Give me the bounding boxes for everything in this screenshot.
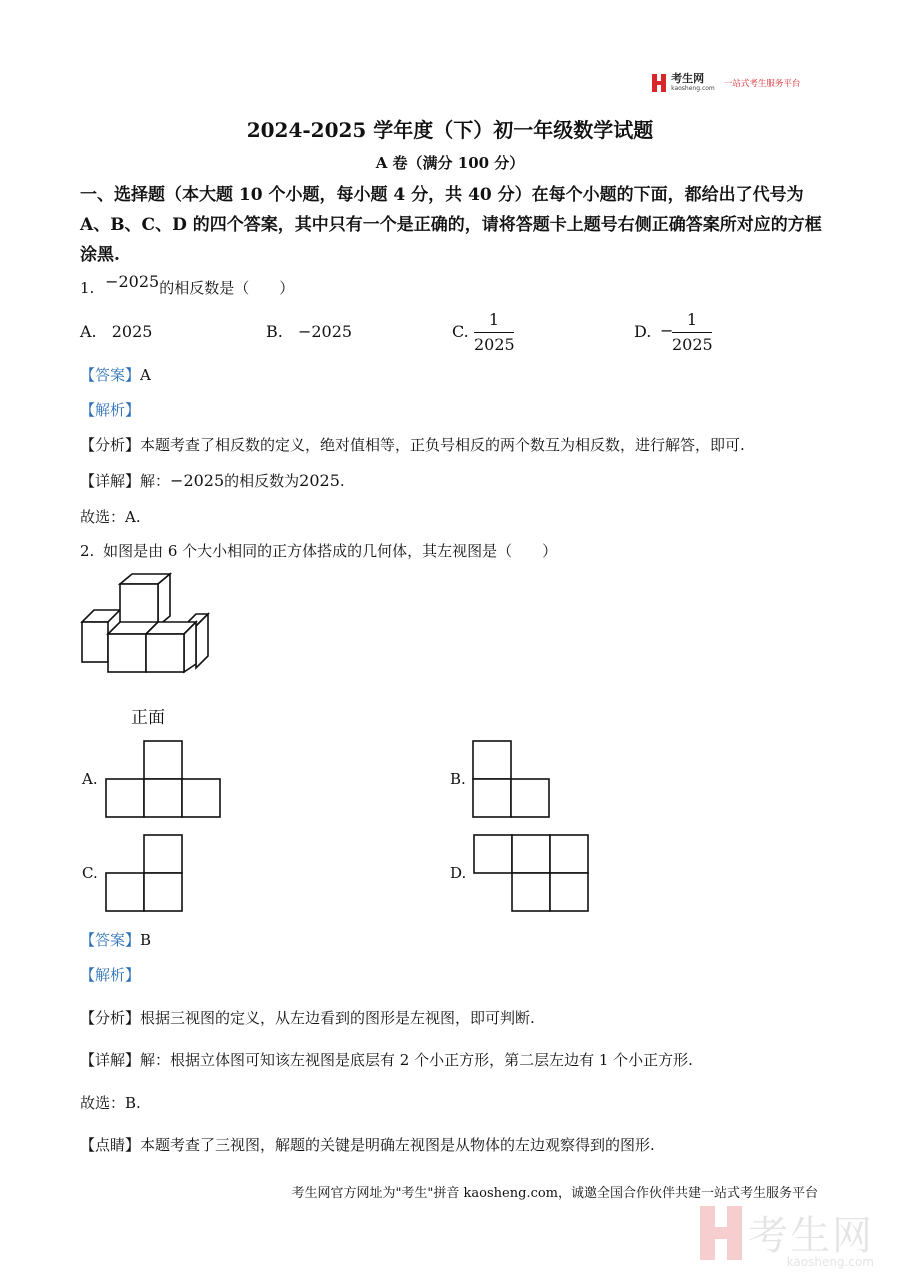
logo-text	[671, 73, 715, 92]
q1-stem	[80, 272, 295, 298]
q2-option-c-label: C.	[82, 864, 98, 882]
q1-xiangjie-pre: 解：	[140, 472, 171, 490]
q2-fenxi-text: 根据三视图的定义，从左边看到的图形是左视图，即可判断.	[140, 1009, 535, 1027]
logo-name: 考生网	[671, 72, 705, 85]
q1-option-c-numerator: 1	[488, 310, 500, 329]
footer-note: 考生网官方网址为"考生"拼音 kaosheng.com，诚邀全国合作伙伴共建一站式考生服务平台	[291, 1186, 818, 1201]
q2-dianjing-label: 【点睛】	[80, 1136, 141, 1154]
q2-answer-label: 【答案】	[80, 931, 141, 949]
front-label: 正面	[131, 708, 165, 728]
cube-solid-figure	[78, 572, 218, 678]
q2-stem	[80, 540, 557, 561]
q1-option-a-label: A.	[80, 322, 97, 341]
q2-xiangjie-label: 【详解】	[80, 1051, 141, 1069]
q1-xiangjie-expr1: −2025	[170, 471, 225, 490]
q2-option-c-figure	[104, 834, 186, 914]
q2-option-d-label: D.	[450, 864, 467, 882]
q1-option-a-value: 2025	[111, 322, 153, 341]
watermark-domain: kaosheng.com	[786, 1255, 874, 1269]
q1-option-c-label: C.	[452, 322, 469, 341]
section-heading: 一、选择题（本大题 10 个小题，每小题 4 分，共 40 分）在每个小题的下面，都给出了代号为 A、B、C、D 的四个答案，其中只有一个是正确的，请将答题卡上题号右侧正确答案所对应的方框涂黑.	[80, 185, 822, 265]
watermark	[699, 1204, 874, 1269]
q2-fenxi-label: 【分析】	[80, 1009, 141, 1027]
logo-slogan: 一站式考生服务平台	[723, 78, 801, 89]
logo-domain: kaosheng.com	[671, 85, 715, 92]
q1-answer-label: 【答案】	[80, 366, 141, 384]
q1-xiangjie	[80, 470, 345, 491]
q1-option-b-value: −2025	[297, 322, 353, 341]
q1-xiangjie-end: .	[339, 472, 345, 490]
brand-logo	[652, 72, 800, 92]
q1-option-c-denominator: 2025	[474, 335, 515, 354]
q2-answer-value: B	[140, 931, 152, 949]
q1-fenxi-label: 【分析】	[80, 436, 141, 454]
q2-option-d-figure	[472, 834, 590, 913]
q2-option-a-figure	[104, 740, 222, 819]
q1-choose: 故选：A.	[80, 508, 141, 526]
q1-expr: −2025	[105, 272, 160, 291]
q1-option-d-numerator: 1	[686, 310, 698, 329]
q2-xiangjie	[80, 1049, 693, 1070]
q2-option-b-figure	[472, 740, 552, 819]
q1-option-d-denominator: 2025	[672, 335, 713, 354]
q2-option-a-label: A.	[82, 770, 98, 788]
kaosheng-logo-icon	[652, 74, 666, 92]
q2-xiangjie-text: 解：根据立体图可知该左视图是底层有 2 个小正方形，第二层左边有 1 个小正方形.	[140, 1051, 693, 1069]
q1-xiangjie-mid: 的相反数为	[224, 472, 300, 490]
q1-answer	[80, 364, 151, 385]
q1-fenxi	[80, 434, 745, 455]
q1-option-d-label: D.	[634, 322, 652, 341]
q1-analysis-label: 【解析】	[80, 401, 141, 419]
q2-answer	[80, 929, 151, 950]
q2-number: 2.	[80, 542, 95, 560]
q2-stem-text: 如图是由 6 个大小相同的正方体搭成的几何体，其左视图是（ ）	[103, 542, 558, 560]
q2-choose: 故选：B.	[80, 1094, 141, 1112]
q2-dianjing	[80, 1134, 655, 1155]
q1-fenxi-text: 本题考查了相反数的定义，绝对值相等，正负号相反的两个数互为相反数，进行解答，即可.	[140, 436, 745, 454]
q2-option-b-label: B.	[450, 770, 466, 788]
q2-analysis-label: 【解析】	[80, 966, 141, 984]
q1-option-a	[80, 322, 152, 341]
q1-xiangjie-label: 【详解】	[80, 472, 141, 490]
watermark-logo-icon	[699, 1206, 743, 1260]
q1-option-b-label: B.	[266, 322, 283, 341]
page-title: 2024-2025 学年度（下）初一年级数学试题	[246, 118, 654, 142]
q1-answer-value: A	[140, 366, 151, 384]
q1-option-d-fraction	[672, 310, 712, 354]
q2-dianjing-text: 本题考查了三视图，解题的关键是明确左视图是从物体的左边观察得到的图形.	[140, 1136, 655, 1154]
q1-option-d-sign: −	[660, 321, 674, 340]
q1-option-c-fraction	[474, 310, 514, 354]
q1-xiangjie-expr2: 2025	[299, 471, 340, 490]
q2-fenxi	[80, 1007, 535, 1028]
q1-option-b	[266, 322, 352, 341]
page-subtitle: A 卷（满分 100 分）	[375, 154, 525, 172]
q1-stem-text: 的相反数是（ ）	[159, 279, 295, 297]
q1-number: 1.	[80, 279, 95, 297]
watermark-text: 考生网	[748, 1213, 874, 1259]
